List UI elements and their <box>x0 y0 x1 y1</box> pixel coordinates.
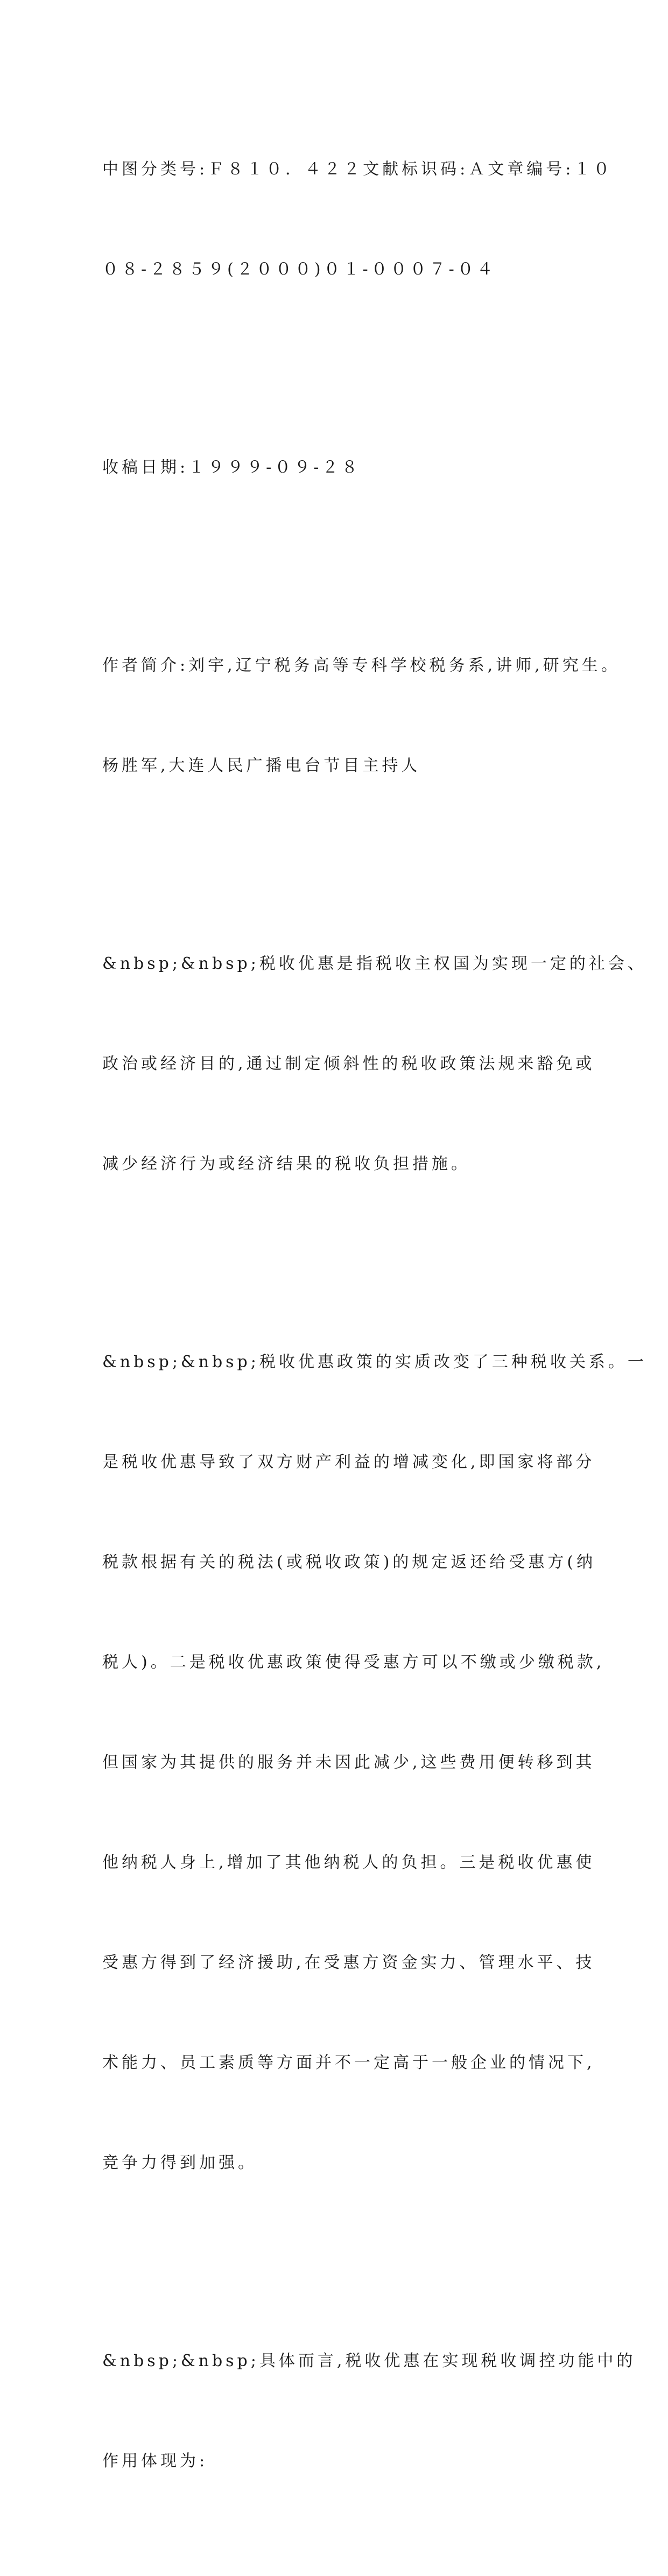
text-line: ０８-２８５９(２０００)０１-０００７-０４ <box>102 260 496 279</box>
text-line: 作用体现为: <box>102 2452 208 2471</box>
text-line: 是税收优惠导致了双方财产利益的增减变化,即国家将部分 <box>102 1453 595 1472</box>
text-line: &nbsp;&nbsp;税收优惠是指税收主权国为实现一定的社会、 <box>102 954 647 973</box>
text-line: &nbsp;&nbsp;税收优惠政策的实质改变了三种税收关系。一 <box>102 1353 647 1371</box>
text-line: 税款根据有关的税法(或税收政策)的规定返还给受惠方(纳 <box>102 1553 596 1572</box>
document-body <box>102 86 647 2576</box>
received-date-paragraph <box>102 384 587 551</box>
text-line: 受惠方得到了经济援助,在受惠方资金实力、管理水平、技 <box>102 1953 595 1972</box>
text-line: 税人)。二是税收优惠政策使得受惠方可以不缴或少缴税款, <box>102 1653 605 1672</box>
text-line: 收稿日期:１９９９-０９-２８ <box>102 458 361 477</box>
text-line: 但国家为其提供的服务并未因此减少,这些费用便转移到其 <box>102 1753 595 1772</box>
author-intro-paragraph <box>102 582 621 849</box>
body-paragraph <box>102 2278 636 2545</box>
text-line: 他纳税人身上,增加了其他纳税人的负担。三是税收优惠使 <box>102 1853 595 1872</box>
body-paragraph <box>102 881 647 1248</box>
body-paragraph <box>102 1279 647 2247</box>
text-line: 杨胜军,大连人民广播电台节目主持人 <box>102 756 421 775</box>
text-line: 术能力、员工素质等方面并不一定高于一般企业的情况下, <box>102 2053 595 2072</box>
text-line: 中图分类号:Ｆ８１０．４２２文献标识码:Ａ文章编号:１０ <box>102 160 613 179</box>
text-line: &nbsp;&nbsp;具体而言,税收优惠在实现税收调控功能中的 <box>102 2352 636 2370</box>
text-line: 竞争力得到加强。 <box>102 2153 257 2172</box>
classification-paragraph <box>102 86 613 353</box>
text-line: 减少经济行为或经济结果的税收负担措施。 <box>102 1155 470 1173</box>
text-line: 政治或经济目的,通过制定倾斜性的税收政策法规来豁免或 <box>102 1054 595 1073</box>
text-line: 作者简介:刘宇,辽宁税务高等专科学校税务系,讲师,研究生。 <box>102 656 621 675</box>
